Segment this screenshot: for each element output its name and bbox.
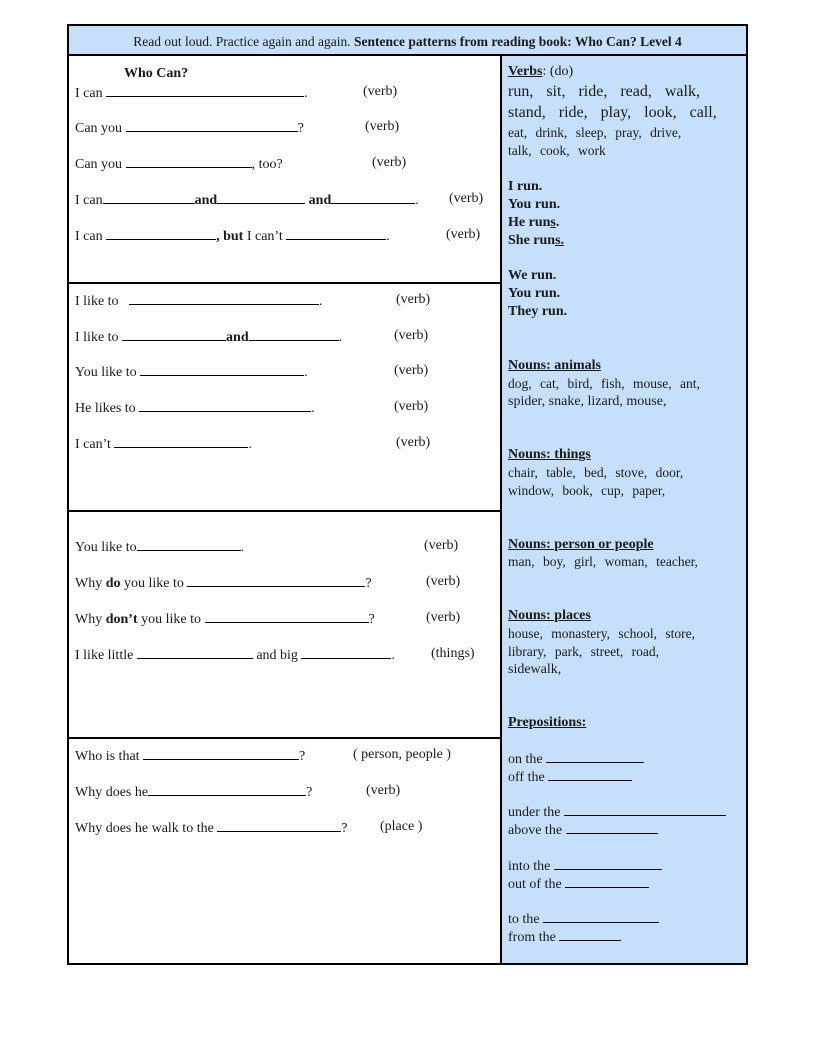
verbs-line: run, sit, ride, read, walk, <box>508 83 700 100</box>
sentence-row <box>75 646 395 664</box>
preposition-text: above the <box>508 823 566 838</box>
preposition-text: to the <box>508 912 543 927</box>
emphasis-word: do <box>105 576 121 591</box>
sentence-text: I can’t <box>243 229 287 244</box>
conjugation-line: He runs. <box>508 215 560 230</box>
answer-blank[interactable] <box>546 750 644 763</box>
sentence-end: . <box>304 86 308 101</box>
nouns-animals-line: dog, cat, bird, fish, mouse, ant, <box>508 376 700 391</box>
header-title: Sentence patterns from reading book: Who Can? Level 4 <box>354 34 682 49</box>
sentence-text: He likes to <box>75 401 140 416</box>
sentence-row <box>75 292 323 310</box>
sentence-text: Why <box>75 576 106 591</box>
sentence-patterns-column <box>69 56 500 963</box>
conjugation-line: I run. <box>508 179 543 194</box>
sentence-text: you like to <box>120 576 188 591</box>
word-type-hint: (verb) <box>394 363 429 378</box>
word-bank-column <box>500 56 746 963</box>
conjugation-suffix: s <box>555 233 561 248</box>
word-type-hint: (verb) <box>449 191 484 206</box>
sentence-end: . <box>391 648 395 663</box>
answer-blank[interactable] <box>543 910 659 923</box>
conjugation-suffix: s <box>550 215 556 230</box>
worksheet-header <box>69 26 746 56</box>
sentence-row <box>75 363 308 381</box>
conjugation-line: She runs. <box>508 233 565 248</box>
preposition-row <box>508 803 726 821</box>
sentence-text: I can’t <box>75 437 115 452</box>
sentence-row <box>75 819 348 837</box>
conjunction: and <box>194 193 218 208</box>
sentence-row <box>75 783 312 801</box>
sentence-text: I like to <box>75 330 123 345</box>
answer-blank[interactable] <box>139 399 311 412</box>
verbs-heading: Verbs <box>508 64 543 79</box>
nouns-places-line: library, park, street, road, <box>508 644 659 659</box>
answer-blank[interactable] <box>122 328 226 341</box>
answer-blank[interactable] <box>140 363 304 376</box>
preposition-text: out of the <box>508 877 566 892</box>
sentence-end: ? <box>297 121 304 136</box>
nouns-animals-line: spider, snake, lizard, mouse, <box>508 394 667 409</box>
sentence-end: ? <box>365 576 372 591</box>
word-type-hint: ( person, people ) <box>353 747 451 762</box>
word-type-hint: (verb) <box>446 227 481 242</box>
verbs-line: eat, drink, sleep, pray, drive, <box>508 125 682 140</box>
sentence-text: Can you <box>75 157 126 172</box>
answer-blank[interactable] <box>301 646 391 659</box>
sentence-text: I like little <box>75 648 137 663</box>
word-type-hint: (verb) <box>366 783 401 798</box>
section-who-can <box>69 56 500 284</box>
sentence-end: ? <box>306 785 313 800</box>
section-who-is <box>69 739 500 963</box>
sentence-row <box>75 191 419 209</box>
sentence-text: I can <box>75 193 103 208</box>
answer-blank[interactable] <box>143 747 299 760</box>
conjugation-text: He run <box>508 215 551 230</box>
sentence-end: . <box>386 229 390 244</box>
sentence-end: . <box>311 401 315 416</box>
answer-blank[interactable] <box>129 292 319 305</box>
answer-blank[interactable] <box>249 328 339 341</box>
preposition-text: under the <box>508 805 564 820</box>
sentence-end: . <box>240 540 245 555</box>
verbs-line: stand, ride, play, look, call, <box>508 104 717 121</box>
sentence-row <box>75 328 342 346</box>
sentence-end: ? <box>341 821 348 836</box>
verbs-subheading: : (do) <box>542 64 574 79</box>
sentence-text: Can you <box>75 121 126 136</box>
preposition-row <box>508 768 632 786</box>
preposition-text: into the <box>508 859 554 874</box>
verbs-line: talk, cook, work <box>508 143 606 158</box>
sentence-row <box>75 227 390 245</box>
sentence-text: Who is that <box>75 749 144 764</box>
answer-blank[interactable] <box>106 227 216 240</box>
sentence-row <box>75 84 308 102</box>
word-type-hint: (things) <box>431 646 475 661</box>
answer-blank[interactable] <box>217 191 305 204</box>
answer-blank[interactable] <box>331 191 415 204</box>
sentence-row <box>75 574 372 592</box>
preposition-row <box>508 875 649 893</box>
conjugation-line: We run. <box>508 268 557 283</box>
sentence-text: you like to <box>137 612 205 627</box>
sentence-text: I like to <box>75 294 123 309</box>
preposition-text: from the <box>508 930 560 945</box>
answer-blank[interactable] <box>548 768 632 781</box>
word-type-hint: (verb) <box>363 84 398 99</box>
sentence-text: and big <box>252 648 302 663</box>
conjugation-line: You run. <box>508 197 561 212</box>
nouns-animals-heading: Nouns: animals <box>508 358 601 373</box>
nouns-things-line: chair, table, bed, stove, door, <box>508 465 684 480</box>
sentence-row <box>75 119 304 137</box>
sentence-end: . <box>319 294 323 309</box>
answer-blank[interactable] <box>565 875 649 888</box>
preposition-row <box>508 821 658 839</box>
sentence-end: . <box>248 437 252 452</box>
nouns-places-line: house, monastery, school, store, <box>508 626 695 641</box>
sentence-row <box>75 610 375 628</box>
word-type-hint: (verb) <box>424 538 459 553</box>
word-type-hint: (verb) <box>396 292 431 307</box>
answer-blank[interactable] <box>559 928 621 941</box>
word-type-hint: (verb) <box>426 610 461 625</box>
emphasis-word: don’t <box>105 612 138 627</box>
prepositions-heading: Prepositions: <box>508 715 587 730</box>
word-type-hint: (place ) <box>380 819 423 834</box>
sentence-text: You like to <box>75 540 137 555</box>
section-why <box>69 512 500 739</box>
word-type-hint: (verb) <box>394 328 429 343</box>
nouns-people-line: man, boy, girl, woman, teacher, <box>508 554 698 569</box>
answer-blank[interactable] <box>286 227 386 240</box>
preposition-text: on the <box>508 752 547 767</box>
sentence-row <box>75 538 244 556</box>
conjugation-line: You run. <box>508 286 561 301</box>
word-type-hint: (verb) <box>372 155 407 170</box>
preposition-text: off the <box>508 770 549 785</box>
sentence-end: . <box>304 365 308 380</box>
answer-blank[interactable] <box>148 783 306 796</box>
sentence-text: Why does he <box>75 785 149 800</box>
answer-blank[interactable] <box>205 610 369 623</box>
conjunction: and <box>226 330 249 345</box>
preposition-row <box>508 750 644 768</box>
sentence-end: , too? <box>251 157 283 172</box>
section-title: Who Can? <box>124 66 189 81</box>
conjugation-text: She run <box>508 233 556 248</box>
nouns-places-line: sidewalk, <box>508 662 562 677</box>
nouns-things-heading: Nouns: things <box>508 447 591 462</box>
conjunction: and <box>305 193 332 208</box>
verbs-heading-row <box>508 64 573 80</box>
conjunction: , but <box>216 229 244 244</box>
answer-blank[interactable] <box>554 857 662 870</box>
worksheet <box>67 24 748 965</box>
sentence-text: I can <box>75 229 107 244</box>
answer-blank[interactable] <box>103 191 195 204</box>
word-type-hint: (verb) <box>365 119 400 134</box>
sentence-text: Why does he walk to the <box>75 821 218 836</box>
sentence-text: Why <box>75 612 106 627</box>
nouns-people-heading: Nouns: person or people <box>508 537 654 552</box>
nouns-things-line: window, book, cup, paper, <box>508 483 666 498</box>
nouns-places-heading: Nouns: places <box>508 608 591 623</box>
section-like-to <box>69 284 500 512</box>
answer-blank[interactable] <box>126 119 298 132</box>
answer-blank[interactable] <box>566 821 658 834</box>
preposition-row <box>508 928 621 946</box>
sentence-row <box>75 155 283 173</box>
word-type-hint: (verb) <box>394 399 429 414</box>
word-type-hint: (verb) <box>426 574 461 589</box>
sentence-end: ? <box>368 612 375 627</box>
conjugation-line: They run. <box>508 304 568 319</box>
answer-blank[interactable] <box>137 538 241 551</box>
answer-blank[interactable] <box>217 819 341 832</box>
answer-blank[interactable] <box>137 646 253 659</box>
sentence-end: . <box>338 330 343 345</box>
word-type-hint: (verb) <box>396 435 431 450</box>
sentence-row <box>75 747 305 765</box>
sentence-row <box>75 399 315 417</box>
header-intro: Read out loud. Practice again and again. <box>133 34 355 49</box>
sentence-row <box>75 435 252 453</box>
answer-blank[interactable] <box>187 574 365 587</box>
sentence-end: . <box>415 193 419 208</box>
answer-blank[interactable] <box>564 803 726 816</box>
preposition-row <box>508 910 659 928</box>
sentence-text: You like to <box>75 365 141 380</box>
preposition-row <box>508 857 662 875</box>
answer-blank[interactable] <box>114 435 248 448</box>
sentence-text: I can <box>75 86 107 101</box>
sentence-end: ? <box>299 749 306 764</box>
answer-blank[interactable] <box>106 84 304 97</box>
answer-blank[interactable] <box>126 155 252 168</box>
